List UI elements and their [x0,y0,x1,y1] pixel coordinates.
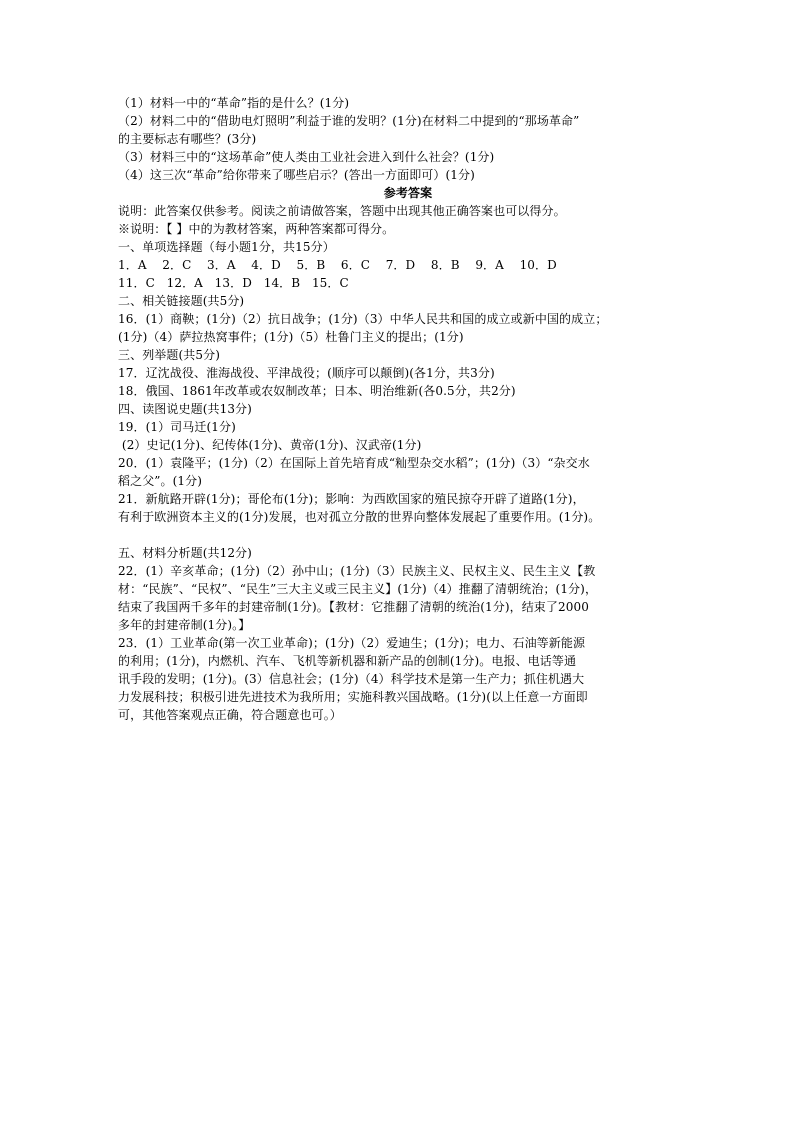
question-line: （1）材料一中的“革命”指的是什么？(1分) [118,96,350,110]
answer-line: 稻之父”。(1分) [118,474,203,488]
answer-line: 可，其他答案观点正确，符合题意也可。） [118,708,342,722]
answer-line: 22．(1）辛亥革命；(1分)（2）孙中山；(1分)（3）民族主义、民权主义、民生主义【教 [118,564,596,578]
answer-line: 19．(1）司马迁(1分) [118,420,236,434]
question-line: （2）材料二中的“借助电灯照明”利益于谁的发明？(1分)在材料二中提到的“那场革命” [118,114,580,128]
answer-line: 结束了我国两千多年的封建帝制(1分)。【教材：它推翻了清朝的统治(1分)，结束了2000 [118,600,589,614]
answer-line: (1分)（4）萨拉热窝事件；(1分)（5）杜鲁门主义的提出；(1分) [118,330,464,344]
answer-line: 有利于欧洲资本主义的(1分)发展，也对孤立分散的世界向整体发展起了重要作用。(1分)。 [118,510,601,524]
document-body [118,94,698,724]
answer-line: 力发展科技；积极引进先进技术为我所用；实施科教兴国战略。(1分)(以上任意一方面即 [118,690,588,704]
section-heading: 三、列举题(共5分) [118,348,220,362]
answer-line: 多年的封建帝制(1分)。】 [118,618,251,632]
section-heading: 一、单项选择题（每小题1分，共15分） [118,240,335,254]
answer-row: 1．A 2．C 3．A 4．D 5．B 6．C 7．D 8．B 9．A 10．D [118,258,557,272]
section-heading: 二、相关链接题(共5分) [118,294,245,308]
answer-line: 材：“民族”、“民权”、“民生”三大主义或三民主义】(1分)（4）推翻了清朝统治；(1分)， [118,582,598,596]
note-line: ※说明：【 】中的为教材答案，两种答案都可得分。 [118,222,395,236]
note-line: 说明：此答案仅供参考。阅读之前请做答案，答题中出现其他正确答案也可以得分。 [118,204,566,218]
answer-line: 18．俄国、1861年改革或农奴制改革；日本、明治维新(各0.5分，共2分) [118,384,516,398]
answer-line: (2）史记(1分)、纪传体(1分)、黄帝(1分)、汉武帝(1分) [118,438,422,452]
question-line: （3）材料三中的“这场革命”使人类由工业社会进入到什么社会？(1分) [118,150,495,164]
answer-line: 21．新航路开辟(1分)；哥伦布(1分)；影响：为西欧国家的殖民掠夺开辟了道路(1分)， [118,492,585,506]
answer-line: 讯手段的发明；(1分)。(3）信息社会；(1分)（4）科学技术是第一生产力；抓住机遇大 [118,672,585,686]
blank-line [118,526,698,544]
question-line: （4）这三次“革命”给你带来了哪些启示？(答出一方面即可）(1分) [118,168,475,182]
question-line: 的主要标志有哪些？(3分) [118,132,257,146]
answer-title: 参考答案 [383,186,433,200]
section-heading: 四、读图说史题(共13分) [118,402,252,416]
section-heading: 五、材料分析题(共12分) [118,546,252,560]
answer-line: 23．(1）工业革命(第一次工业革命)；(1分)（2）爱迪生；(1分)；电力、石油等新能源 [118,636,586,650]
answer-line: 16．(1）商鞅；(1分)（2）抗日战争；(1分)（3）中华人民共和国的成立或新中国的成立； [118,312,608,326]
answer-row: 11．C 12．A 13．D 14．B 15．C [118,276,349,290]
answer-line: 的利用；(1分)，内燃机、汽车、飞机等新机器和新产品的创制(1分)。电报、电话等通 [118,654,577,668]
answer-line: 17．辽沈战役、淮海战役、平津战役；(顺序可以颠倒)(各1分，共3分) [118,366,495,380]
answer-line: 20．(1）袁隆平；(1分)（2）在国际上首先培育成“籼型杂交水稻”；(1分)（3）“杂交水 [118,456,590,470]
